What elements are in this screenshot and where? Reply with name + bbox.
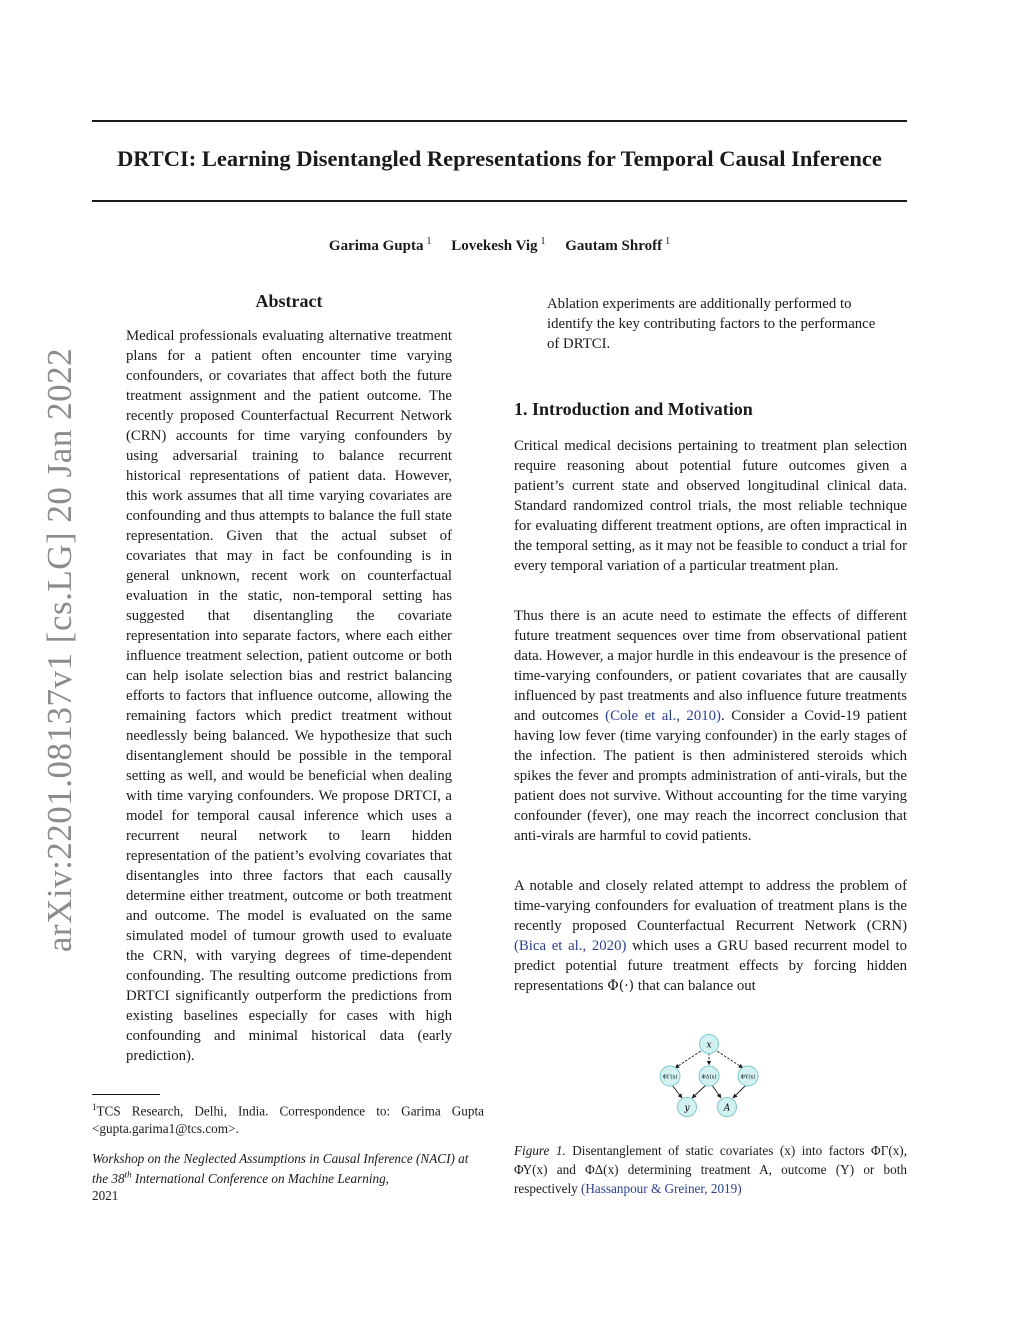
author [565, 238, 670, 254]
abstract-body: Medical professionals evaluating alternative treatment plans for a patient often encounter time varying confounders, or covariates that affect both the future treatment assignment and the patient outcome. The recently proposed Counterfactual Recurrent Network (CRN) accounts for time varying confounders by using adversarial training to balance recurrent historical representations of patient data. However, this work assumes that all time varying covariates are confounding and thus attempts to balance the full state representation. Given that the actual subset of covariates that may in fact be confounding is in general unknown, recent work on counterfactual evaluation in the static, non-temporal setting has suggested that disentangling the covariate representation into separate factors, where each either influence treatment selection, patient outcome or both can help isolate selection bias and restrict balancing efforts to factors that influence outcome, allowing the remaining factors which predict treatment without needlessly being balanced. We hypothesize that such disentanglement should be possible in the temporal setting as well, and would be beneficial when dealing with time varying confounders. We propose DRTCI, a model for temporal causal inference which uses a recurrent neural network to learn hidden representation of the patient’s evolving covariates that disentangles into three factors that each causally determine either treatment, outcome or both treatment and outcome. The model is evaluated on the same simulated model of tumour growth used to evaluate the CRN, with varying degrees of time-dependent confounding. The resulting outcome predictions from DRTCI significantly outperform the predictions from existing baselines especially for cases with high confounding and minimal historical data (early prediction). [126, 328, 452, 1064]
disentanglement-diagram [650, 1030, 770, 1125]
arxiv-identifier-stamp: arXiv:2201.08137v1 [cs.LG] 20 Jan 2022 [40, 347, 79, 953]
figure-caption [514, 1141, 907, 1198]
author-affiliation: 1 [426, 236, 432, 247]
diagram-node-phi-gamma [660, 1066, 680, 1086]
venue-ordinal: th [124, 1170, 132, 1180]
diagram-node-a [718, 1098, 737, 1117]
diagram-edge [733, 1085, 746, 1098]
author-affiliation: 1 [540, 236, 546, 247]
figure-label: Figure 1. [514, 1143, 566, 1158]
diagram-edge [692, 1085, 706, 1098]
author-list [92, 236, 907, 255]
abstract-continuation: Ablation experiments are additionally performed to identify the key contributing factors to the performance of DRTCI. [547, 296, 876, 352]
citation-link[interactable]: (Cole et al., 2010) [605, 708, 721, 724]
author-affiliation: 1 [665, 236, 671, 247]
paragraph-text: Thus there is an acute need to estimate the effects of different future treatment sequences over time from observational patient data. However, a major hurdle in this endeavour is the presence of time-varying confounders, or patient covariates that are causally influenced by past treatments and also influence future treatments and outcomes [514, 608, 907, 724]
citation-link[interactable]: (Hassanpour & Greiner, 2019) [581, 1181, 742, 1196]
diagram-node-phi-delta [699, 1066, 719, 1086]
diagram-node-label: ΦΥ(x) [740, 1074, 756, 1081]
section-heading-introduction: 1. Introduction and Motivation [514, 399, 753, 419]
diagram-node-label: ΦΓ(x) [662, 1074, 678, 1081]
caption-text: Disentanglement of static covariates (x) into factors ΦΓ(x), ΦΥ(x) and ΦΔ(x) determining treatment A, outcome (Y) or both respectively [514, 1143, 907, 1196]
citation-link[interactable]: (Bica et al., 2020) [514, 938, 627, 954]
diagram-edge [672, 1085, 682, 1098]
diagram-edge [712, 1085, 721, 1098]
title-rule-top [92, 120, 907, 122]
venue-text: Workshop on the Neglected Assumptions in Causal Inference (NACI) at the 38 [92, 1151, 469, 1187]
diagram-edge [675, 1049, 704, 1068]
author [329, 238, 432, 254]
diagram-node-x [700, 1035, 719, 1054]
math-phi: Φ(·) [607, 978, 635, 994]
author [451, 238, 545, 254]
diagram-node-label: x [706, 1040, 712, 1051]
diagram-node-label: y [684, 1103, 690, 1114]
intro-paragraph-3 [514, 876, 907, 996]
diagram-node-label: A [723, 1103, 731, 1114]
paper-title: DRTCI: Learning Disentangled Representations for Temporal Causal Inference [117, 146, 882, 171]
footnote-marker: 1 [92, 1102, 97, 1112]
intro-paragraph-1: Critical medical decisions pertaining to treatment plan selection require reasoning about potential future outcomes given a patient’s current state and observed longitudinal clinical data. Standard randomized control trials, the most reliable technique for evaluating different treatment options, are often impractical in the temporal setting, as it may not be feasible to conduct a trial for every temporal variation of a particular treatment plan. [514, 438, 907, 574]
title-rule-bottom [92, 200, 907, 202]
paragraph-text: which uses a GRU based recurrent model to predict potential future treatment effects by forcing hidden representations [514, 938, 907, 994]
intro-paragraph-2 [514, 606, 907, 846]
paragraph-text: . Consider a Covid-19 patient having low fever (time varying confounder) in the early stages of the infection. The patient is then administered steroids which spikes the fever and prompts administration of anti-virals, but the patient does not survive. Without accounting for the time varying confounder (fever), one may reach the incorrect conclusion that anti-virals are harmful to covid patients. [514, 708, 907, 844]
paragraph-text: that can balance out [634, 978, 756, 994]
venue-note [92, 1150, 484, 1204]
footnote-rule [92, 1094, 160, 1095]
diagram-node-label: ΦΔ(x) [701, 1074, 717, 1081]
footnote-text: TCS Research, Delhi, India. Correspondence to: Garima Gupta <gupta.garima1@tcs.com>. [92, 1103, 484, 1137]
venue-year: 2021 [92, 1188, 119, 1204]
author-name: Gautam Shroff [565, 238, 663, 254]
author-name: Garima Gupta [328, 238, 424, 254]
diagram-node-phi-upsilon [738, 1066, 758, 1086]
diagram-node-y [678, 1098, 697, 1117]
venue-text-rest: International Conference on Machine Learning, [131, 1171, 389, 1187]
paragraph-text: A notable and closely related attempt to address the problem of time-varying confounders for evaluation of treatment plans is the recently proposed Counterfactual Recurrent Network (CRN) [514, 878, 907, 934]
abstract-heading: Abstract [255, 291, 323, 311]
affiliation-footnote [92, 1098, 484, 1138]
diagram-edge [714, 1049, 743, 1068]
author-name: Lovekesh Vig [451, 238, 538, 254]
